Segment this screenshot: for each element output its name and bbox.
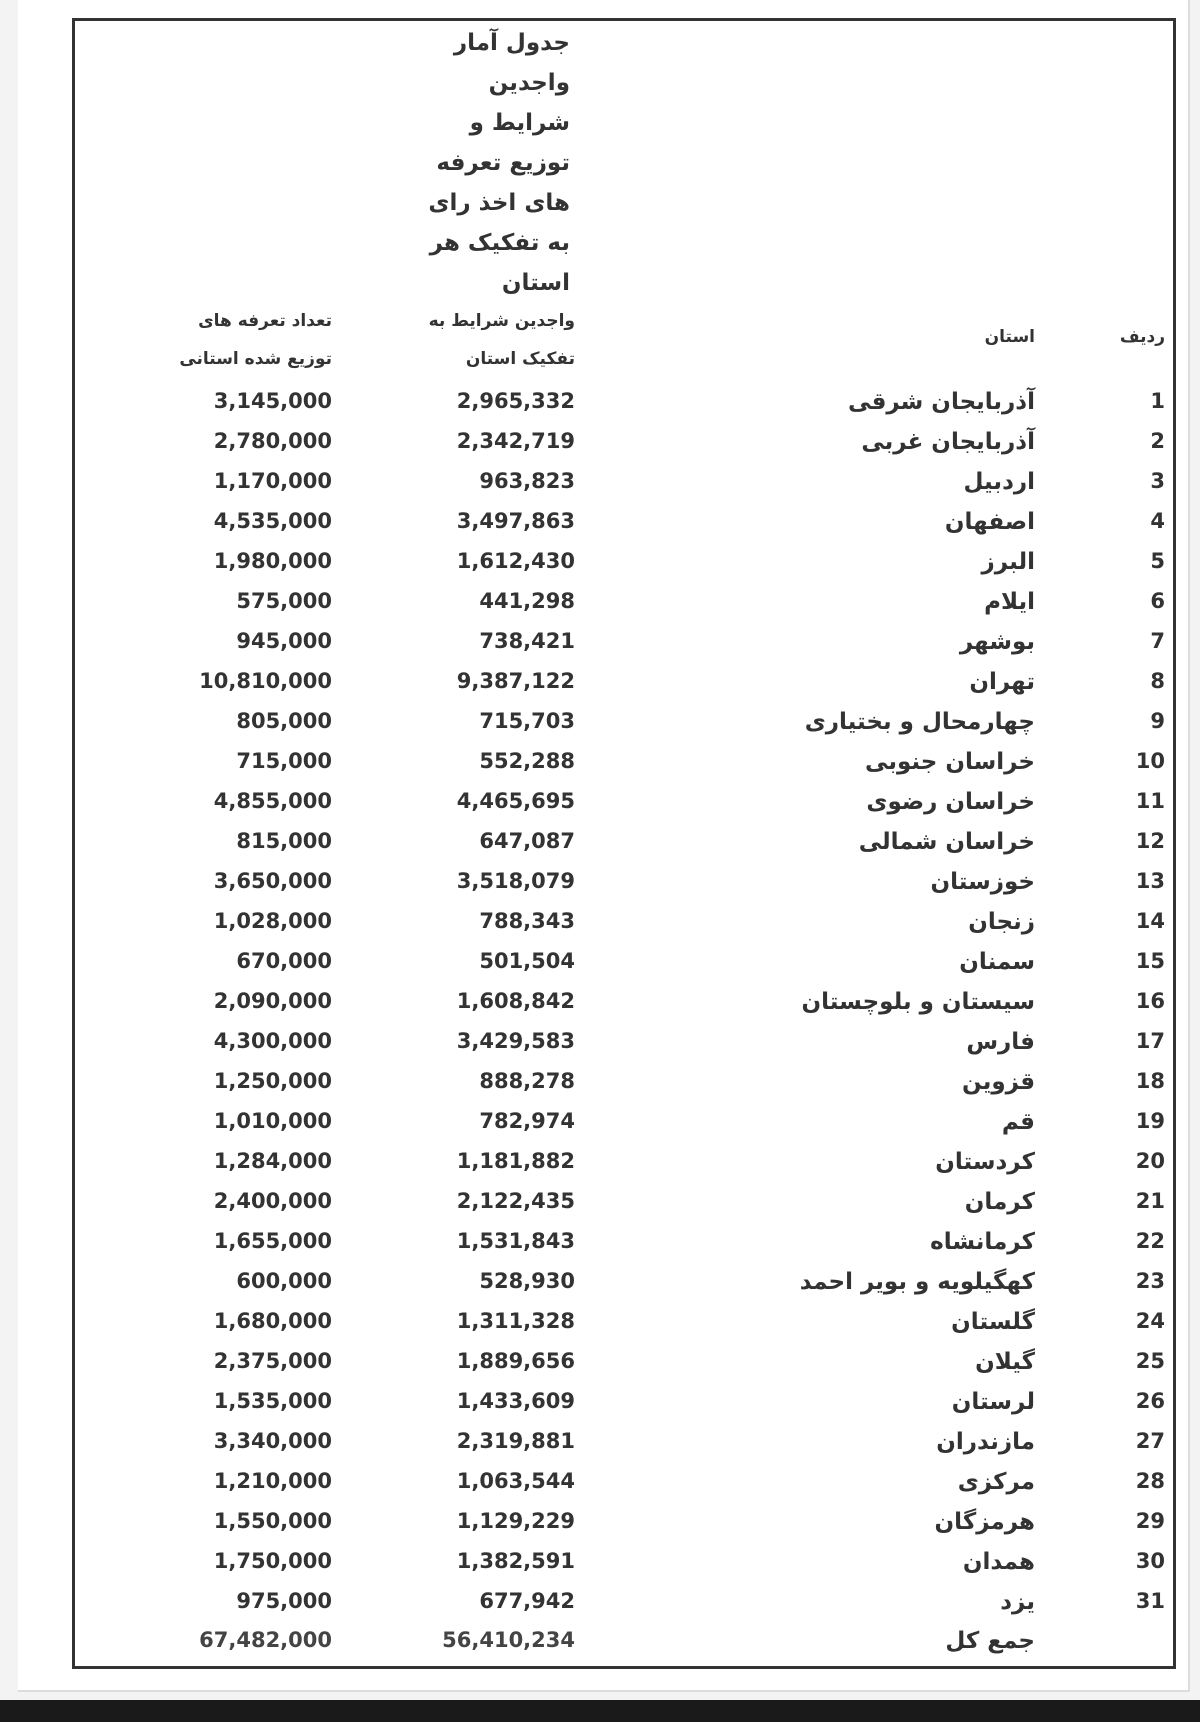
row-number: 8 [1150, 669, 1165, 693]
row-number: 30 [1135, 1549, 1165, 1573]
table-row [0, 789, 1200, 829]
distributed-ballots: 4,855,000 [213, 789, 332, 813]
title-line: استان [501, 270, 570, 296]
province-name: ایلام [984, 589, 1035, 615]
row-number: 2 [1150, 429, 1165, 453]
eligible-voters: 1,181,882 [456, 1149, 575, 1173]
distributed-ballots: 1,750,000 [213, 1549, 332, 1573]
eligible-voters: 1,311,328 [456, 1309, 575, 1333]
distributed-ballots: 2,400,000 [213, 1189, 332, 1213]
province-name: فارس [966, 1029, 1035, 1055]
table-row [0, 669, 1200, 709]
row-number: 28 [1135, 1469, 1165, 1493]
distributed-ballots: 1,680,000 [213, 1309, 332, 1333]
distributed-ballots: 1,250,000 [213, 1069, 332, 1093]
eligible-voters: 552,288 [479, 749, 575, 773]
table-row [0, 469, 1200, 509]
table-row [0, 1269, 1200, 1309]
province-name: خراسان شمالی [858, 829, 1035, 855]
total-row [0, 1628, 1200, 1668]
province-name: البرز [981, 549, 1035, 575]
eligible-voters: 1,612,430 [456, 549, 575, 573]
eligible-voters: 2,319,881 [456, 1429, 575, 1453]
row-number: 21 [1135, 1189, 1165, 1213]
total-distributed: 67,482,000 [199, 1628, 332, 1652]
province-name: مازندران [936, 1429, 1035, 1455]
eligible-voters: 1,608,842 [456, 989, 575, 1013]
row-number: 4 [1150, 509, 1165, 533]
province-name: اردبیل [963, 469, 1035, 495]
total-label: جمع کل [945, 1628, 1035, 1654]
table-row [0, 1549, 1200, 1589]
row-number: 29 [1135, 1509, 1165, 1533]
title-line: به تفکیک هر [429, 230, 570, 256]
title-line: شرایط و [469, 110, 570, 136]
distributed-ballots: 1,550,000 [213, 1509, 332, 1533]
distributed-ballots: 2,780,000 [213, 429, 332, 453]
table-row [0, 629, 1200, 669]
eligible-voters: 1,433,609 [456, 1389, 575, 1413]
eligible-voters: 1,063,544 [456, 1469, 575, 1493]
table-row [0, 1309, 1200, 1349]
table-row [0, 1229, 1200, 1269]
row-number: 23 [1135, 1269, 1165, 1293]
distributed-ballots: 10,810,000 [199, 669, 332, 693]
title-line: جدول آمار [453, 30, 570, 56]
province-name: تهران [969, 669, 1035, 695]
table-row [0, 1469, 1200, 1509]
row-number: 25 [1135, 1349, 1165, 1373]
distributed-ballots: 805,000 [236, 709, 332, 733]
distributed-ballots: 600,000 [236, 1269, 332, 1293]
eligible-voters: 3,429,583 [456, 1029, 575, 1053]
table-row [0, 1429, 1200, 1469]
table-row [0, 1109, 1200, 1149]
eligible-voters: 1,889,656 [456, 1349, 575, 1373]
row-number: 19 [1135, 1109, 1165, 1133]
row-number: 18 [1135, 1069, 1165, 1093]
eligible-voters: 4,465,695 [456, 789, 575, 813]
eligible-voters: 441,298 [479, 589, 575, 613]
distributed-ballots: 3,340,000 [213, 1429, 332, 1453]
table-row [0, 1509, 1200, 1549]
province-name: آذربایجان غربی [861, 429, 1035, 455]
province-name: یزد [1000, 1589, 1035, 1615]
eligible-voters: 501,504 [479, 949, 575, 973]
eligible-voters: 888,278 [479, 1069, 575, 1093]
eligible-voters: 1,129,229 [456, 1509, 575, 1533]
table-row [0, 1029, 1200, 1069]
eligible-voters: 647,087 [479, 829, 575, 853]
row-number: 6 [1150, 589, 1165, 613]
province-name: لرستان [951, 1389, 1035, 1415]
eligible-voters: 788,343 [479, 909, 575, 933]
row-number: 7 [1150, 629, 1165, 653]
province-name: سمنان [959, 949, 1035, 975]
province-name: گلستان [951, 1309, 1035, 1335]
distributed-ballots: 1,210,000 [213, 1469, 332, 1493]
row-number: 31 [1135, 1589, 1165, 1613]
table-row [0, 709, 1200, 749]
eligible-voters: 1,531,843 [456, 1229, 575, 1253]
header-distributed-line1: تعداد تعرفه های [198, 311, 332, 331]
row-number: 1 [1150, 389, 1165, 413]
province-name: مرکزی [957, 1469, 1035, 1495]
total-eligible: 56,410,234 [442, 1628, 575, 1652]
distributed-ballots: 945,000 [236, 629, 332, 653]
distributed-ballots: 815,000 [236, 829, 332, 853]
province-name: چهارمحال و بختیاری [804, 709, 1035, 735]
table-row [0, 589, 1200, 629]
eligible-voters: 3,497,863 [456, 509, 575, 533]
province-name: خوزستان [930, 869, 1035, 895]
table-row [0, 389, 1200, 429]
distributed-ballots: 3,145,000 [213, 389, 332, 413]
distributed-ballots: 575,000 [236, 589, 332, 613]
distributed-ballots: 4,300,000 [213, 1029, 332, 1053]
header-province: استان [984, 327, 1035, 347]
header-row-number: ردیف [1119, 327, 1165, 347]
row-number: 14 [1135, 909, 1165, 933]
row-number: 16 [1135, 989, 1165, 1013]
province-name: خراسان جنوبی [865, 749, 1035, 775]
eligible-voters: 715,703 [479, 709, 575, 733]
table-row [0, 1149, 1200, 1189]
distributed-ballots: 1,170,000 [213, 469, 332, 493]
province-name: هرمزگان [934, 1509, 1035, 1535]
header-distributed-line2: توزیع شده استانی [179, 349, 332, 369]
bottom-bar [0, 1700, 1200, 1722]
eligible-voters: 1,382,591 [456, 1549, 575, 1573]
eligible-voters: 782,974 [479, 1109, 575, 1133]
row-number: 27 [1135, 1429, 1165, 1453]
title-line: توزیع تعرفه [436, 150, 570, 176]
table-row [0, 509, 1200, 549]
distributed-ballots: 1,028,000 [213, 909, 332, 933]
province-name: کردستان [935, 1149, 1035, 1175]
table-row [0, 549, 1200, 589]
row-number: 3 [1150, 469, 1165, 493]
table-row [0, 909, 1200, 949]
eligible-voters: 9,387,122 [456, 669, 575, 693]
table-row [0, 1069, 1200, 1109]
eligible-voters: 2,342,719 [456, 429, 575, 453]
province-name: زنجان [968, 909, 1035, 935]
row-number: 11 [1135, 789, 1165, 813]
table-row [0, 869, 1200, 909]
table-row [0, 1589, 1200, 1629]
row-number: 22 [1135, 1229, 1165, 1253]
table-row [0, 949, 1200, 989]
province-name: همدان [962, 1549, 1035, 1575]
row-number: 12 [1135, 829, 1165, 853]
distributed-ballots: 2,090,000 [213, 989, 332, 1013]
province-name: اصفهان [944, 509, 1035, 535]
province-name: قزوین [962, 1069, 1035, 1095]
row-number: 10 [1135, 749, 1165, 773]
distributed-ballots: 1,535,000 [213, 1389, 332, 1413]
eligible-voters: 677,942 [479, 1589, 575, 1613]
province-name: کرمانشاه [930, 1229, 1035, 1255]
eligible-voters: 738,421 [479, 629, 575, 653]
distributed-ballots: 670,000 [236, 949, 332, 973]
province-name: قم [1001, 1109, 1035, 1135]
eligible-voters: 2,965,332 [456, 389, 575, 413]
header-eligible-line2: تفکیک استان [465, 349, 575, 369]
province-name: بوشهر [959, 629, 1035, 655]
row-number: 24 [1135, 1309, 1165, 1333]
table-row [0, 829, 1200, 869]
row-number: 17 [1135, 1029, 1165, 1053]
province-name: کرمان [964, 1189, 1035, 1215]
table-row [0, 1349, 1200, 1389]
distributed-ballots: 1,010,000 [213, 1109, 332, 1133]
distributed-ballots: 1,655,000 [213, 1229, 332, 1253]
eligible-voters: 3,518,079 [456, 869, 575, 893]
eligible-voters: 2,122,435 [456, 1189, 575, 1213]
distributed-ballots: 1,980,000 [213, 549, 332, 573]
province-name: کهگیلویه و بویر احمد [799, 1269, 1035, 1295]
distributed-ballots: 4,535,000 [213, 509, 332, 533]
province-name: گیلان [975, 1349, 1035, 1375]
title-line: های اخذ رای [428, 190, 570, 216]
distributed-ballots: 2,375,000 [213, 1349, 332, 1373]
table-row [0, 1389, 1200, 1429]
distributed-ballots: 3,650,000 [213, 869, 332, 893]
row-number: 5 [1150, 549, 1165, 573]
distributed-ballots: 1,284,000 [213, 1149, 332, 1173]
row-number: 20 [1135, 1149, 1165, 1173]
table-row [0, 989, 1200, 1029]
row-number: 13 [1135, 869, 1165, 893]
table-row [0, 749, 1200, 789]
table-row [0, 1189, 1200, 1229]
table-row [0, 429, 1200, 469]
province-name: خراسان رضوی [866, 789, 1035, 815]
row-number: 15 [1135, 949, 1165, 973]
distributed-ballots: 975,000 [236, 1589, 332, 1613]
province-name: آذربایجان شرقی [848, 389, 1035, 415]
eligible-voters: 963,823 [479, 469, 575, 493]
header-eligible-line1: واجدین شرایط به [428, 311, 575, 331]
row-number: 9 [1150, 709, 1165, 733]
province-name: سیستان و بلوچستان [801, 989, 1035, 1015]
distributed-ballots: 715,000 [236, 749, 332, 773]
row-number: 26 [1135, 1389, 1165, 1413]
eligible-voters: 528,930 [479, 1269, 575, 1293]
title-line: واجدین [488, 70, 570, 96]
